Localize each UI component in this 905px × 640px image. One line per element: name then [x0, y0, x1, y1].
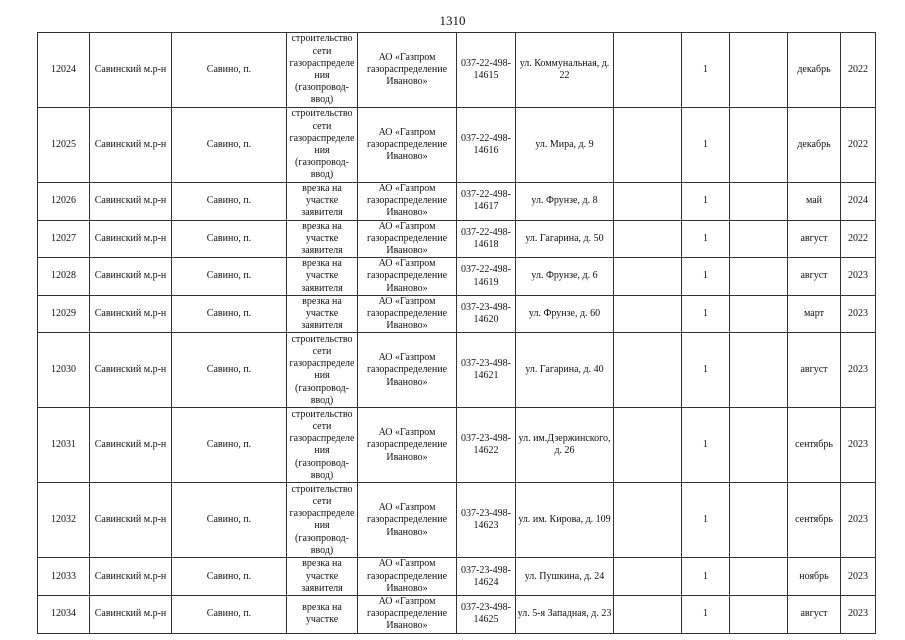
cell-address: ул. Фрунзе, д. 60: [516, 295, 614, 333]
cell-year: 2024: [841, 183, 876, 221]
cell-month: май: [788, 183, 841, 221]
cell-address: ул. им.Дзержинского, д. 26: [516, 408, 614, 483]
cell-work-type: врезка на участке заявителя: [287, 183, 358, 221]
cell-organization: АО «Газпром газораспределение Иваново»: [358, 108, 457, 183]
cell-organization: АО «Газпром газораспределение Иваново»: [358, 483, 457, 558]
cell-locality: Савино, п.: [172, 333, 287, 408]
cell-organization: АО «Газпром газораспределение Иваново»: [358, 33, 457, 108]
cell-locality: Савино, п.: [172, 408, 287, 483]
cell-id: 12027: [38, 220, 90, 258]
cell-year: 2023: [841, 558, 876, 596]
cell-request-number: 037-22-498-14616: [457, 108, 516, 183]
cell-id: 12024: [38, 33, 90, 108]
cell-year: 2023: [841, 408, 876, 483]
cell-request-number: 037-23-498-14622: [457, 408, 516, 483]
cell-address: ул. им. Кирова, д. 109: [516, 483, 614, 558]
cell-address: ул. Гагарина, д. 40: [516, 333, 614, 408]
cell-blank: [730, 295, 788, 333]
cell-count: 1: [682, 295, 730, 333]
cell-address: ул. Фрунзе, д. 8: [516, 183, 614, 221]
cell-blank: [730, 558, 788, 596]
cell-organization: АО «Газпром газораспределение Иваново»: [358, 258, 457, 296]
cell-request-number: 037-22-498-14615: [457, 33, 516, 108]
cell-work-type: врезка на участке заявителя: [287, 558, 358, 596]
table-row: [38, 108, 876, 183]
cell-year: 2023: [841, 295, 876, 333]
cell-id: 12032: [38, 483, 90, 558]
cell-address: ул. 5-я Западная, д. 23: [516, 596, 614, 634]
cell-blank: [730, 258, 788, 296]
cell-district: Савинский м.р-н: [90, 408, 172, 483]
cell-count: 1: [682, 558, 730, 596]
cell-extra: [614, 408, 682, 483]
cell-district: Савинский м.р-н: [90, 183, 172, 221]
cell-month: сентябрь: [788, 483, 841, 558]
cell-request-number: 037-22-498-14619: [457, 258, 516, 296]
cell-organization: АО «Газпром газораспределение Иваново»: [358, 558, 457, 596]
cell-year: 2022: [841, 220, 876, 258]
cell-count: 1: [682, 108, 730, 183]
cell-request-number: 037-22-498-14618: [457, 220, 516, 258]
gas-connection-register-table: [37, 32, 876, 634]
cell-request-number: 037-22-498-14617: [457, 183, 516, 221]
cell-address: ул. Гагарина, д. 50: [516, 220, 614, 258]
cell-blank: [730, 33, 788, 108]
cell-month: август: [788, 596, 841, 634]
cell-count: 1: [682, 596, 730, 634]
cell-extra: [614, 596, 682, 634]
cell-organization: АО «Газпром газораспределение Иваново»: [358, 220, 457, 258]
cell-extra: [614, 333, 682, 408]
cell-organization: АО «Газпром газораспределение Иваново»: [358, 183, 457, 221]
cell-id: 12028: [38, 258, 90, 296]
cell-organization: АО «Газпром газораспределение Иваново»: [358, 333, 457, 408]
cell-count: 1: [682, 33, 730, 108]
cell-blank: [730, 596, 788, 634]
cell-district: Савинский м.р-н: [90, 558, 172, 596]
cell-count: 1: [682, 183, 730, 221]
cell-locality: Савино, п.: [172, 558, 287, 596]
cell-id: 12033: [38, 558, 90, 596]
cell-month: март: [788, 295, 841, 333]
cell-organization: АО «Газпром газораспределение Иваново»: [358, 408, 457, 483]
page-number: 1310: [439, 13, 466, 28]
cell-count: 1: [682, 483, 730, 558]
cell-district: Савинский м.р-н: [90, 596, 172, 634]
cell-extra: [614, 220, 682, 258]
cell-id: 12025: [38, 108, 90, 183]
cell-locality: Савино, п.: [172, 596, 287, 634]
cell-blank: [730, 220, 788, 258]
table-row: [38, 295, 876, 333]
cell-count: 1: [682, 258, 730, 296]
cell-id: 12029: [38, 295, 90, 333]
cell-count: 1: [682, 220, 730, 258]
cell-id: 12034: [38, 596, 90, 634]
cell-extra: [614, 558, 682, 596]
cell-count: 1: [682, 408, 730, 483]
cell-locality: Савино, п.: [172, 108, 287, 183]
cell-id: 12026: [38, 183, 90, 221]
cell-district: Савинский м.р-н: [90, 483, 172, 558]
cell-locality: Савино, п.: [172, 483, 287, 558]
cell-locality: Савино, п.: [172, 295, 287, 333]
cell-locality: Савино, п.: [172, 220, 287, 258]
table-row: [38, 33, 876, 108]
cell-work-type: врезка на участке: [287, 596, 358, 634]
cell-locality: Савино, п.: [172, 258, 287, 296]
cell-address: ул. Мира, д. 9: [516, 108, 614, 183]
cell-blank: [730, 108, 788, 183]
cell-organization: АО «Газпром газораспределение Иваново»: [358, 596, 457, 634]
cell-blank: [730, 183, 788, 221]
cell-work-type: врезка на участке заявителя: [287, 220, 358, 258]
table-row: [38, 596, 876, 634]
cell-address: ул. Коммунальная, д. 22: [516, 33, 614, 108]
cell-locality: Савино, п.: [172, 183, 287, 221]
cell-blank: [730, 408, 788, 483]
cell-district: Савинский м.р-н: [90, 220, 172, 258]
table-body: [38, 33, 876, 634]
cell-month: ноябрь: [788, 558, 841, 596]
cell-locality: Савино, п.: [172, 33, 287, 108]
cell-count: 1: [682, 333, 730, 408]
cell-month: декабрь: [788, 33, 841, 108]
cell-request-number: 037-23-498-14625: [457, 596, 516, 634]
cell-work-type: строительство сети газораспределения (газопровод-ввод): [287, 408, 358, 483]
cell-district: Савинский м.р-н: [90, 295, 172, 333]
cell-blank: [730, 483, 788, 558]
table-row: [38, 558, 876, 596]
cell-extra: [614, 483, 682, 558]
cell-month: август: [788, 333, 841, 408]
cell-month: декабрь: [788, 108, 841, 183]
table-row: [38, 483, 876, 558]
cell-work-type: строительство сети газораспределения (газопровод-ввод): [287, 333, 358, 408]
cell-district: Савинский м.р-н: [90, 333, 172, 408]
cell-year: 2023: [841, 483, 876, 558]
cell-year: 2023: [841, 596, 876, 634]
cell-work-type: строительство сети газораспределения (газопровод-ввод): [287, 33, 358, 108]
cell-work-type: строительство сети газораспределения (газопровод-ввод): [287, 483, 358, 558]
cell-id: 12030: [38, 333, 90, 408]
cell-work-type: врезка на участке заявителя: [287, 295, 358, 333]
cell-extra: [614, 295, 682, 333]
cell-id: 12031: [38, 408, 90, 483]
table-row: [38, 183, 876, 221]
cell-extra: [614, 108, 682, 183]
cell-blank: [730, 333, 788, 408]
cell-request-number: 037-23-498-14620: [457, 295, 516, 333]
cell-address: ул. Пушкина, д. 24: [516, 558, 614, 596]
cell-request-number: 037-23-498-14623: [457, 483, 516, 558]
cell-year: 2023: [841, 333, 876, 408]
cell-extra: [614, 33, 682, 108]
table-row: [38, 333, 876, 408]
table-row: [38, 220, 876, 258]
cell-request-number: 037-23-498-14624: [457, 558, 516, 596]
cell-organization: АО «Газпром газораспределение Иваново»: [358, 295, 457, 333]
cell-extra: [614, 183, 682, 221]
cell-work-type: строительство сети газораспределения (газопровод-ввод): [287, 108, 358, 183]
cell-district: Савинский м.р-н: [90, 33, 172, 108]
cell-request-number: 037-23-498-14621: [457, 333, 516, 408]
cell-month: август: [788, 258, 841, 296]
table-row: [38, 258, 876, 296]
cell-year: 2023: [841, 258, 876, 296]
cell-address: ул. Фрунзе, д. 6: [516, 258, 614, 296]
table-row: [38, 408, 876, 483]
cell-extra: [614, 258, 682, 296]
cell-district: Савинский м.р-н: [90, 108, 172, 183]
cell-month: сентябрь: [788, 408, 841, 483]
cell-year: 2022: [841, 33, 876, 108]
cell-month: август: [788, 220, 841, 258]
cell-year: 2022: [841, 108, 876, 183]
cell-work-type: врезка на участке заявителя: [287, 258, 358, 296]
cell-district: Савинский м.р-н: [90, 258, 172, 296]
